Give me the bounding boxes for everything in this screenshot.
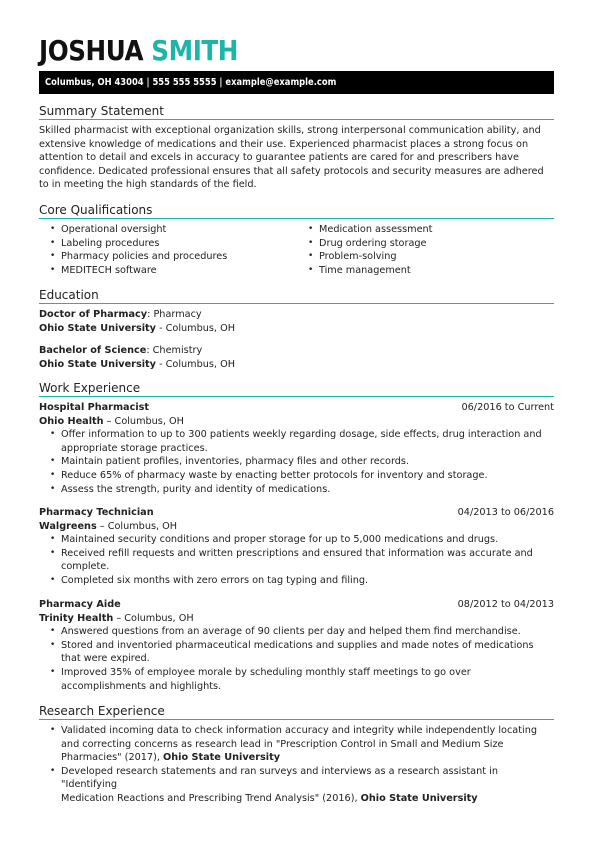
- employer-location: – Columbus, OH: [113, 612, 194, 624]
- contact-info: Columbus, OH 43004 | 555 555 5555 | example@example.com: [45, 77, 337, 88]
- list-item: • Received refill requests and written prescriptions and ensured that information was accurate and complete.: [39, 547, 554, 574]
- list-item: • Completed six months with zero errors on tag typing and filing.: [39, 574, 554, 588]
- work-heading: Work Experience: [39, 381, 554, 397]
- research-institution: Ohio State University: [163, 752, 281, 764]
- school: Ohio State University: [39, 358, 156, 370]
- summary-heading: Summary Statement: [39, 104, 554, 120]
- job-entry: [39, 506, 554, 588]
- list-item: • Offer information to up to 300 patients weekly regarding dosage, side effects, drug interaction and appropriate storage practices.: [39, 428, 554, 455]
- last-name: SMITH: [151, 34, 238, 67]
- list-item: • Assess the strength, purity and identity of medications.: [39, 483, 554, 497]
- summary-text: Skilled pharmacist with exceptional organization skills, strong interpersonal communication ability, and extensive knowledge of medications and their use. Experienced pharmacist places a strong focus on attention to detail and excels in accuracy to guarantee patients are cared for and prescribers have confidence. Dedicated professional ensures that all safety protocols and security measures are adhered to in meeting the high standards of the field.: [39, 125, 544, 191]
- research-list: [39, 724, 554, 806]
- job-duties: [39, 625, 554, 693]
- employer-location: – Columbus, OH: [96, 520, 178, 532]
- list-item: • Medication assessment: [297, 223, 432, 237]
- school: Ohio State University: [39, 322, 156, 334]
- first-name: JOSHUA: [39, 34, 144, 67]
- list-item: • Maintained security conditions and proper storage for up to 5,000 medications and drugs.: [39, 533, 554, 547]
- list-item: • MEDITECH software: [39, 264, 227, 278]
- degree-field: : Pharmacy: [147, 309, 202, 320]
- list-item: • Answered questions from an average of 90 clients per day and helped them find merchandise.: [39, 625, 554, 639]
- research-institution: Ohio State University: [360, 792, 478, 804]
- employer: Ohio Health: [39, 415, 104, 427]
- school-location: - Columbus, OH: [155, 358, 236, 370]
- list-item: • Drug ordering storage: [297, 237, 432, 251]
- list-item: • Developed research statements and ran surveys and interviews as a research assistant in "Identifying Medication Reactions and Prescribing Trend Analysis" (2016), Ohio State University: [39, 765, 554, 806]
- list-item: • Maintain patient profiles, inventories, pharmacy files and other records.: [39, 455, 554, 469]
- job-dates: 04/2013 to 06/2016: [457, 507, 554, 518]
- list-item: • Time management: [297, 264, 432, 278]
- employer-location: – Columbus, OH: [103, 415, 184, 427]
- degree-field: : Chemistry: [146, 345, 203, 356]
- list-item: • Validated incoming data to check information accuracy and integrity while independently locating and correcting concerns as research lead in "Prescription Control in Small and Medium Size Pharmacies" (2017), Ohio State University: [39, 724, 554, 765]
- list-item: • Labeling procedures: [39, 237, 227, 251]
- education-heading: Education: [39, 288, 554, 304]
- list-item: • Stored and inventoried pharmaceutical medications and supplies and made notes of medications that were expired.: [39, 639, 554, 666]
- qualifications-right-column: [297, 223, 432, 277]
- contact-bar: [39, 71, 554, 94]
- qualifications-heading: Core Qualifications: [39, 203, 554, 219]
- job-dates: 06/2016 to Current: [461, 402, 554, 413]
- job-title: Pharmacy Aide: [39, 599, 121, 610]
- list-item: • Pharmacy policies and procedures: [39, 250, 227, 264]
- candidate-name: [39, 34, 238, 68]
- education-entry: [39, 344, 554, 371]
- job-title: Hospital Pharmacist: [39, 402, 150, 413]
- job-entry: [39, 401, 554, 496]
- school-location: - Columbus, OH: [155, 322, 236, 334]
- degree: Bachelor of Science: [39, 345, 147, 356]
- list-item: • Reduce 65% of pharmacy waste by enacting better protocols for inventory and storage.: [39, 469, 554, 483]
- employer: Walgreens: [39, 520, 97, 532]
- employer: Trinity Health: [39, 612, 114, 624]
- education-entry: [39, 308, 554, 335]
- job-dates: 08/2012 to 04/2013: [457, 599, 554, 610]
- list-item: • Improved 35% of employee morale by scheduling monthly staff meetings to go over accomplishments and highlights.: [39, 666, 554, 693]
- degree: Doctor of Pharmacy: [39, 309, 148, 320]
- job-duties: [39, 428, 554, 496]
- job-entry: [39, 598, 554, 693]
- list-item: • Problem-solving: [297, 250, 432, 264]
- qualifications-left-column: [39, 223, 227, 277]
- job-duties: [39, 533, 554, 587]
- job-title: Pharmacy Technician: [39, 507, 154, 518]
- list-item: • Operational oversight: [39, 223, 227, 237]
- research-heading: Research Experience: [39, 704, 554, 720]
